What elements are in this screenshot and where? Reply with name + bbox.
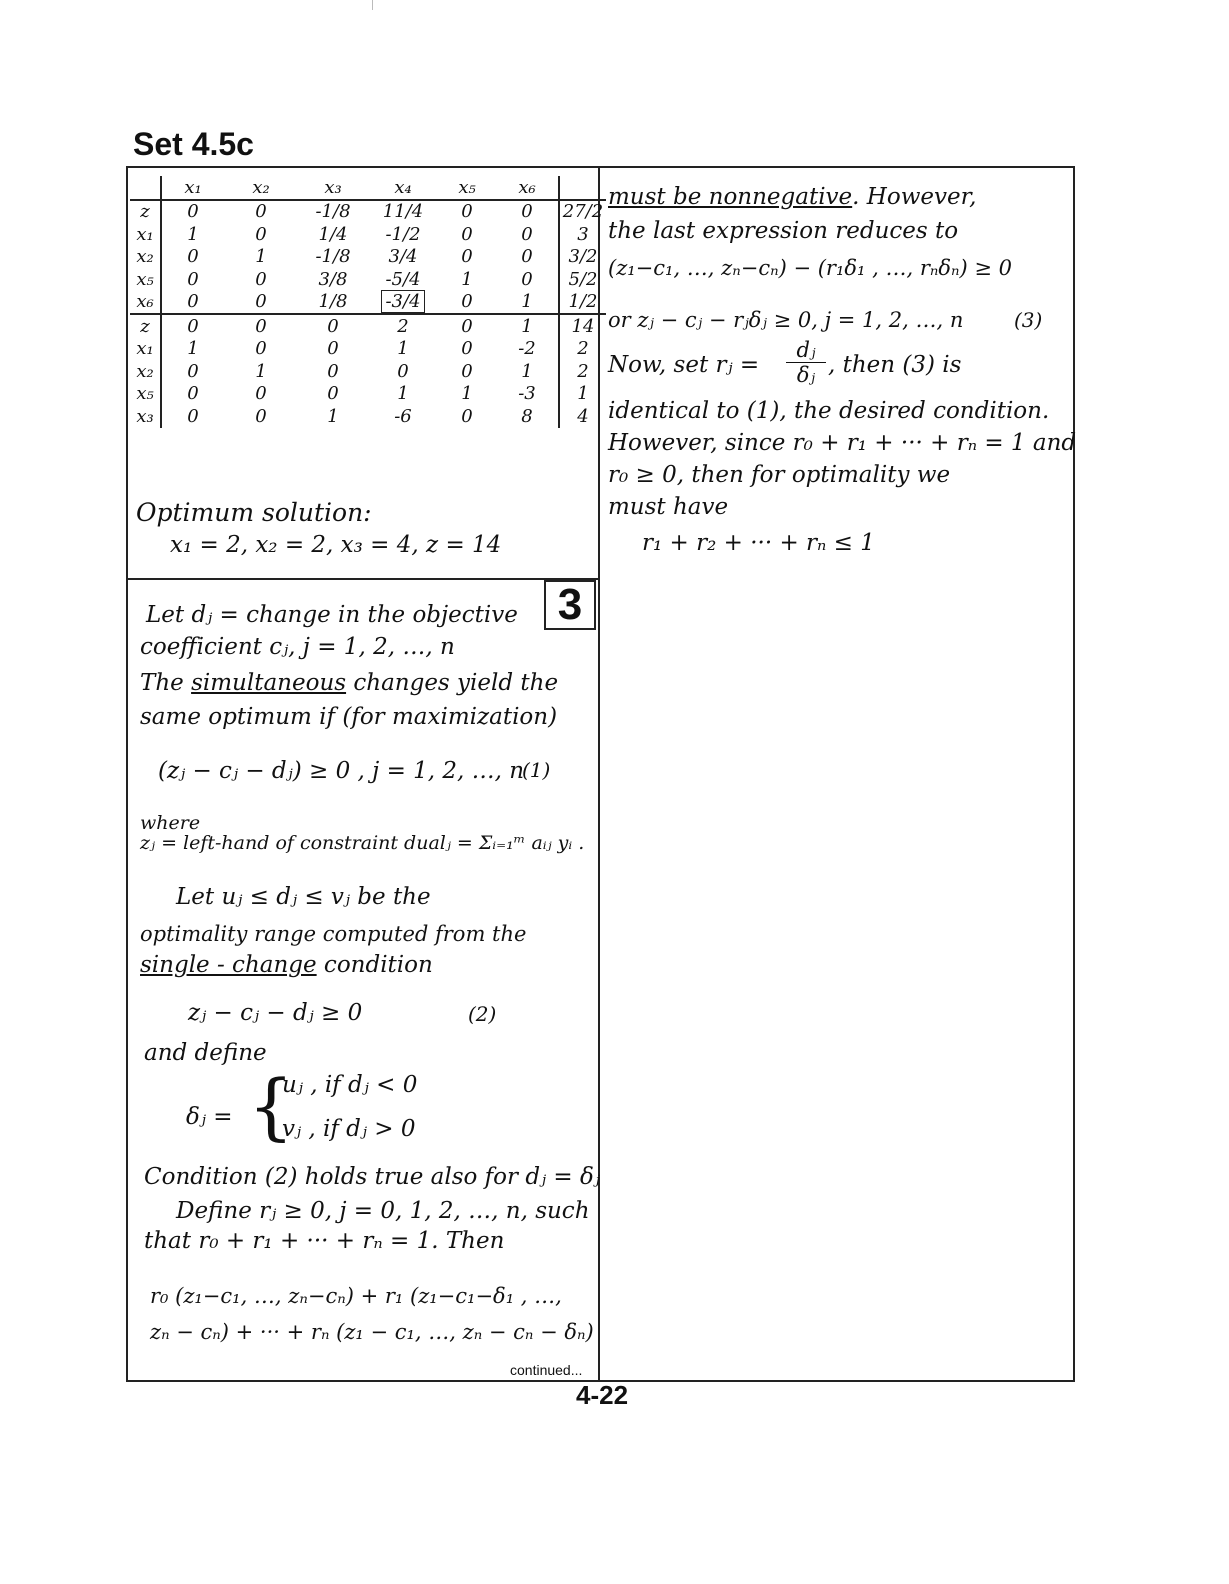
tableau-cell: 0 [255,338,267,360]
tableau-row [130,268,606,291]
tableau-cell: -6 [394,405,412,427]
tableau-row [130,246,606,269]
zj-definition: zⱼ = left-hand of constraint dualⱼ = Σᵢ₌₁ᵐ aᵢⱼ yᵢ . [140,832,585,854]
tableau-cell: 8 [521,405,533,427]
tableau-header-cell [130,176,161,200]
tableau-cell: 4 [559,405,606,428]
tableau-cell: 0 [187,360,199,382]
tableau-cell: 1 [559,383,606,406]
tableau-cell: -2 [518,338,536,360]
tableau-cell: 0 [397,360,409,382]
tableau-row [130,383,606,406]
tableau-row [130,223,606,246]
tableau-cell: 1 [255,246,267,268]
tableau-cell: 0 [521,246,533,268]
equation-1: (zⱼ − cⱼ − dⱼ) ≥ 0 , j = 1, 2, …, n [158,758,525,784]
tableau-cell: 0 [255,291,267,313]
text-line: r₀ ≥ 0, then for optimality we [608,462,951,488]
delta-case-2: vⱼ , if dⱼ > 0 [282,1116,416,1142]
optimum-label: Optimum solution: [136,498,372,527]
tableau-cell: 0 [327,338,339,360]
tableau-cell: 1/4 [318,223,348,245]
tableau-basic-var: x₆ [130,291,161,315]
text-line: and define [144,1040,267,1066]
section-divider [126,578,599,580]
text-line: r₁ + r₂ + ··· + rₙ ≤ 1 [642,530,875,556]
tableau-cell: 1/8 [318,291,348,313]
tableau-cell: 1 [521,360,533,382]
tableau-cell: 2 [559,338,606,361]
tableau-basic-var: z [130,314,161,338]
tableau-header-cell: x₅ [458,176,476,198]
tableau-row [130,360,606,383]
tableau-header-cell: x₂ [252,176,270,198]
equation-2: zⱼ − cⱼ − dⱼ ≥ 0 [188,1000,363,1026]
text-line: Define rⱼ ≥ 0, j = 0, 1, 2, …, n, such [176,1198,590,1224]
tableau-cell: 0 [438,314,496,338]
tableau-cell: 0 [187,268,199,290]
tableau-cell: 0 [187,383,199,405]
tableau-basic-var: x₁ [130,223,161,246]
tableau-cell: 1 [187,338,199,360]
tableau-basic-var: x₅ [130,383,161,406]
tableau-basic-var: x₅ [130,268,161,291]
text-line: the last expression reduces to [608,218,959,244]
text-line: optimality range computed from the [140,922,527,946]
simplex-tableau [130,176,606,428]
fraction [786,338,826,387]
tableau-row [130,291,606,315]
tableau-cell: -1/8 [298,200,368,224]
text-line: must be nonnegative. However, [608,184,977,210]
tableau-cell: 1 [397,338,409,360]
tableau-cell: 0 [496,200,559,224]
tableau-cell: 3 [559,223,606,246]
tableau-cell: 0 [255,405,267,427]
tableau-cell: 1 [397,383,409,405]
tableau-basic-var: x₁ [130,338,161,361]
equation-3-number: (3) [1014,308,1043,332]
tableau-cell: 0 [224,314,298,338]
tableau-row [130,200,606,224]
tableau-cell: 0 [298,314,368,338]
tableau-cell: 0 [327,360,339,382]
tableau-cell: 1 [187,223,199,245]
tableau-cell: 1 [327,405,339,427]
tableau-cell: 3/8 [318,268,348,290]
tableau-row [130,338,606,361]
tableau-header-cell: x₄ [394,176,412,198]
tableau-cell: 1/2 [559,291,606,315]
tableau-row [130,314,606,338]
tableau-cell: 1 [496,314,559,338]
tableau-cell: -5/4 [385,268,421,290]
equation-2-number: (2) [468,1002,497,1026]
text-line: Let uⱼ ≤ dⱼ ≤ vⱼ be the [176,884,431,910]
tableau-cell: 1 [255,360,267,382]
tableau-cell: 0 [461,338,473,360]
tableau-cell: 2 [559,360,606,383]
left-brace: { [248,1064,294,1148]
page-number: 4-22 [576,1380,629,1410]
tableau-cell: 2 [368,314,438,338]
tableau-cell: 0 [187,246,199,268]
fraction-numerator: dⱼ [786,338,826,363]
tableau-header-row [130,176,606,200]
equation-1-number: (1) [522,758,551,782]
text-line: (z₁−c₁, …, zₙ−cₙ) − (r₁δ₁ , …, rₙδₙ) ≥ 0 [608,256,1013,280]
delta-definition-lhs: δⱼ = [186,1104,233,1130]
text-line: Condition (2) holds true also for dⱼ = δⱼ [144,1164,600,1190]
text-line: Now, set rⱼ = [608,352,760,378]
tableau-cell: 0 [187,291,199,313]
tableau-cell: -1/8 [315,246,351,268]
tableau-cell: 3/4 [388,246,418,268]
tableau-cell: 1 [461,268,473,290]
text-line: The simultaneous changes yield the [140,670,559,696]
text-line: where [140,812,201,834]
tableau-cell: 0 [327,383,339,405]
tableau-cell: 0 [461,405,473,427]
tableau-cell: 0 [224,200,298,224]
tableau-header-cell [559,176,606,200]
tableau-cell: 0 [521,268,533,290]
tableau-basic-var: x₃ [130,405,161,428]
expression-line: zₙ − cₙ) + ··· + rₙ (z₁ − c₁, …, zₙ − cₙ − δₙ) [150,1320,594,1344]
text-line: that r₀ + r₁ + ··· + rₙ = 1. Then [144,1228,505,1254]
tableau-cell: 0 [161,200,224,224]
tableau-cell: 0 [255,268,267,290]
tableau-cell: 3/2 [559,246,606,269]
tableau-row [130,405,606,428]
pivot-element: -3/4 [381,290,424,313]
tableau-cell: 11/4 [368,200,438,224]
tableau-basic-var: x₂ [130,360,161,383]
tableau-cell: -3 [518,383,536,405]
section-number: 3 [544,580,596,630]
scan-mark [372,0,373,10]
text-line: However, since r₀ + r₁ + ··· + rₙ = 1 and [608,430,1077,456]
tableau-header-cell: x₃ [324,176,342,198]
text-line: coefficient cⱼ, j = 1, 2, …, n [140,634,455,660]
tableau-cell: 27/2 [559,200,606,224]
tableau-basic-var: z [130,200,161,224]
tableau-cell: 0 [187,405,199,427]
tableau-cell: 14 [559,314,606,338]
expression-line: r₀ (z₁−c₁, …, zₙ−cₙ) + r₁ (z₁−c₁−δ₁ , …, [150,1284,562,1308]
tableau-cell: 5/2 [559,268,606,291]
tableau-cell: 0 [161,314,224,338]
delta-case-1: uⱼ , if dⱼ < 0 [282,1072,418,1098]
tableau-header-cell: x₁ [184,176,202,198]
tableau-basic-var: x₂ [130,246,161,269]
page-heading: Set 4.5c [133,126,254,162]
tableau-cell [368,291,438,315]
text-line: identical to (1), the desired condition. [608,398,1050,424]
fraction-denominator: δⱼ [796,363,816,387]
tableau-cell: 0 [461,223,473,245]
tableau-cell: 0 [461,291,473,313]
text-line: or zⱼ − cⱼ − rⱼδⱼ ≥ 0, j = 1, 2, …, n [608,308,964,332]
text-line: Let dⱼ = change in the objective [146,602,518,628]
tableau-header-cell: x₆ [518,176,536,198]
tableau-cell: 0 [461,246,473,268]
text-line: single - change condition [140,952,433,978]
tableau-cell: -1/2 [385,223,421,245]
tableau-cell: 1 [521,291,533,313]
optimum-values: x₁ = 2, x₂ = 2, x₃ = 4, z = 14 [170,532,502,558]
tableau-cell: 0 [521,223,533,245]
tableau-cell: 0 [255,383,267,405]
text-line: must have [608,494,729,520]
continued-note: continued... [510,1362,583,1378]
text-line: , then (3) is [828,352,962,378]
text-line: same optimum if (for maximization) [140,704,558,730]
tableau-cell: 1 [461,383,473,405]
tableau-cell: 0 [438,200,496,224]
tableau-cell: 0 [255,223,267,245]
tableau-cell: 0 [461,360,473,382]
